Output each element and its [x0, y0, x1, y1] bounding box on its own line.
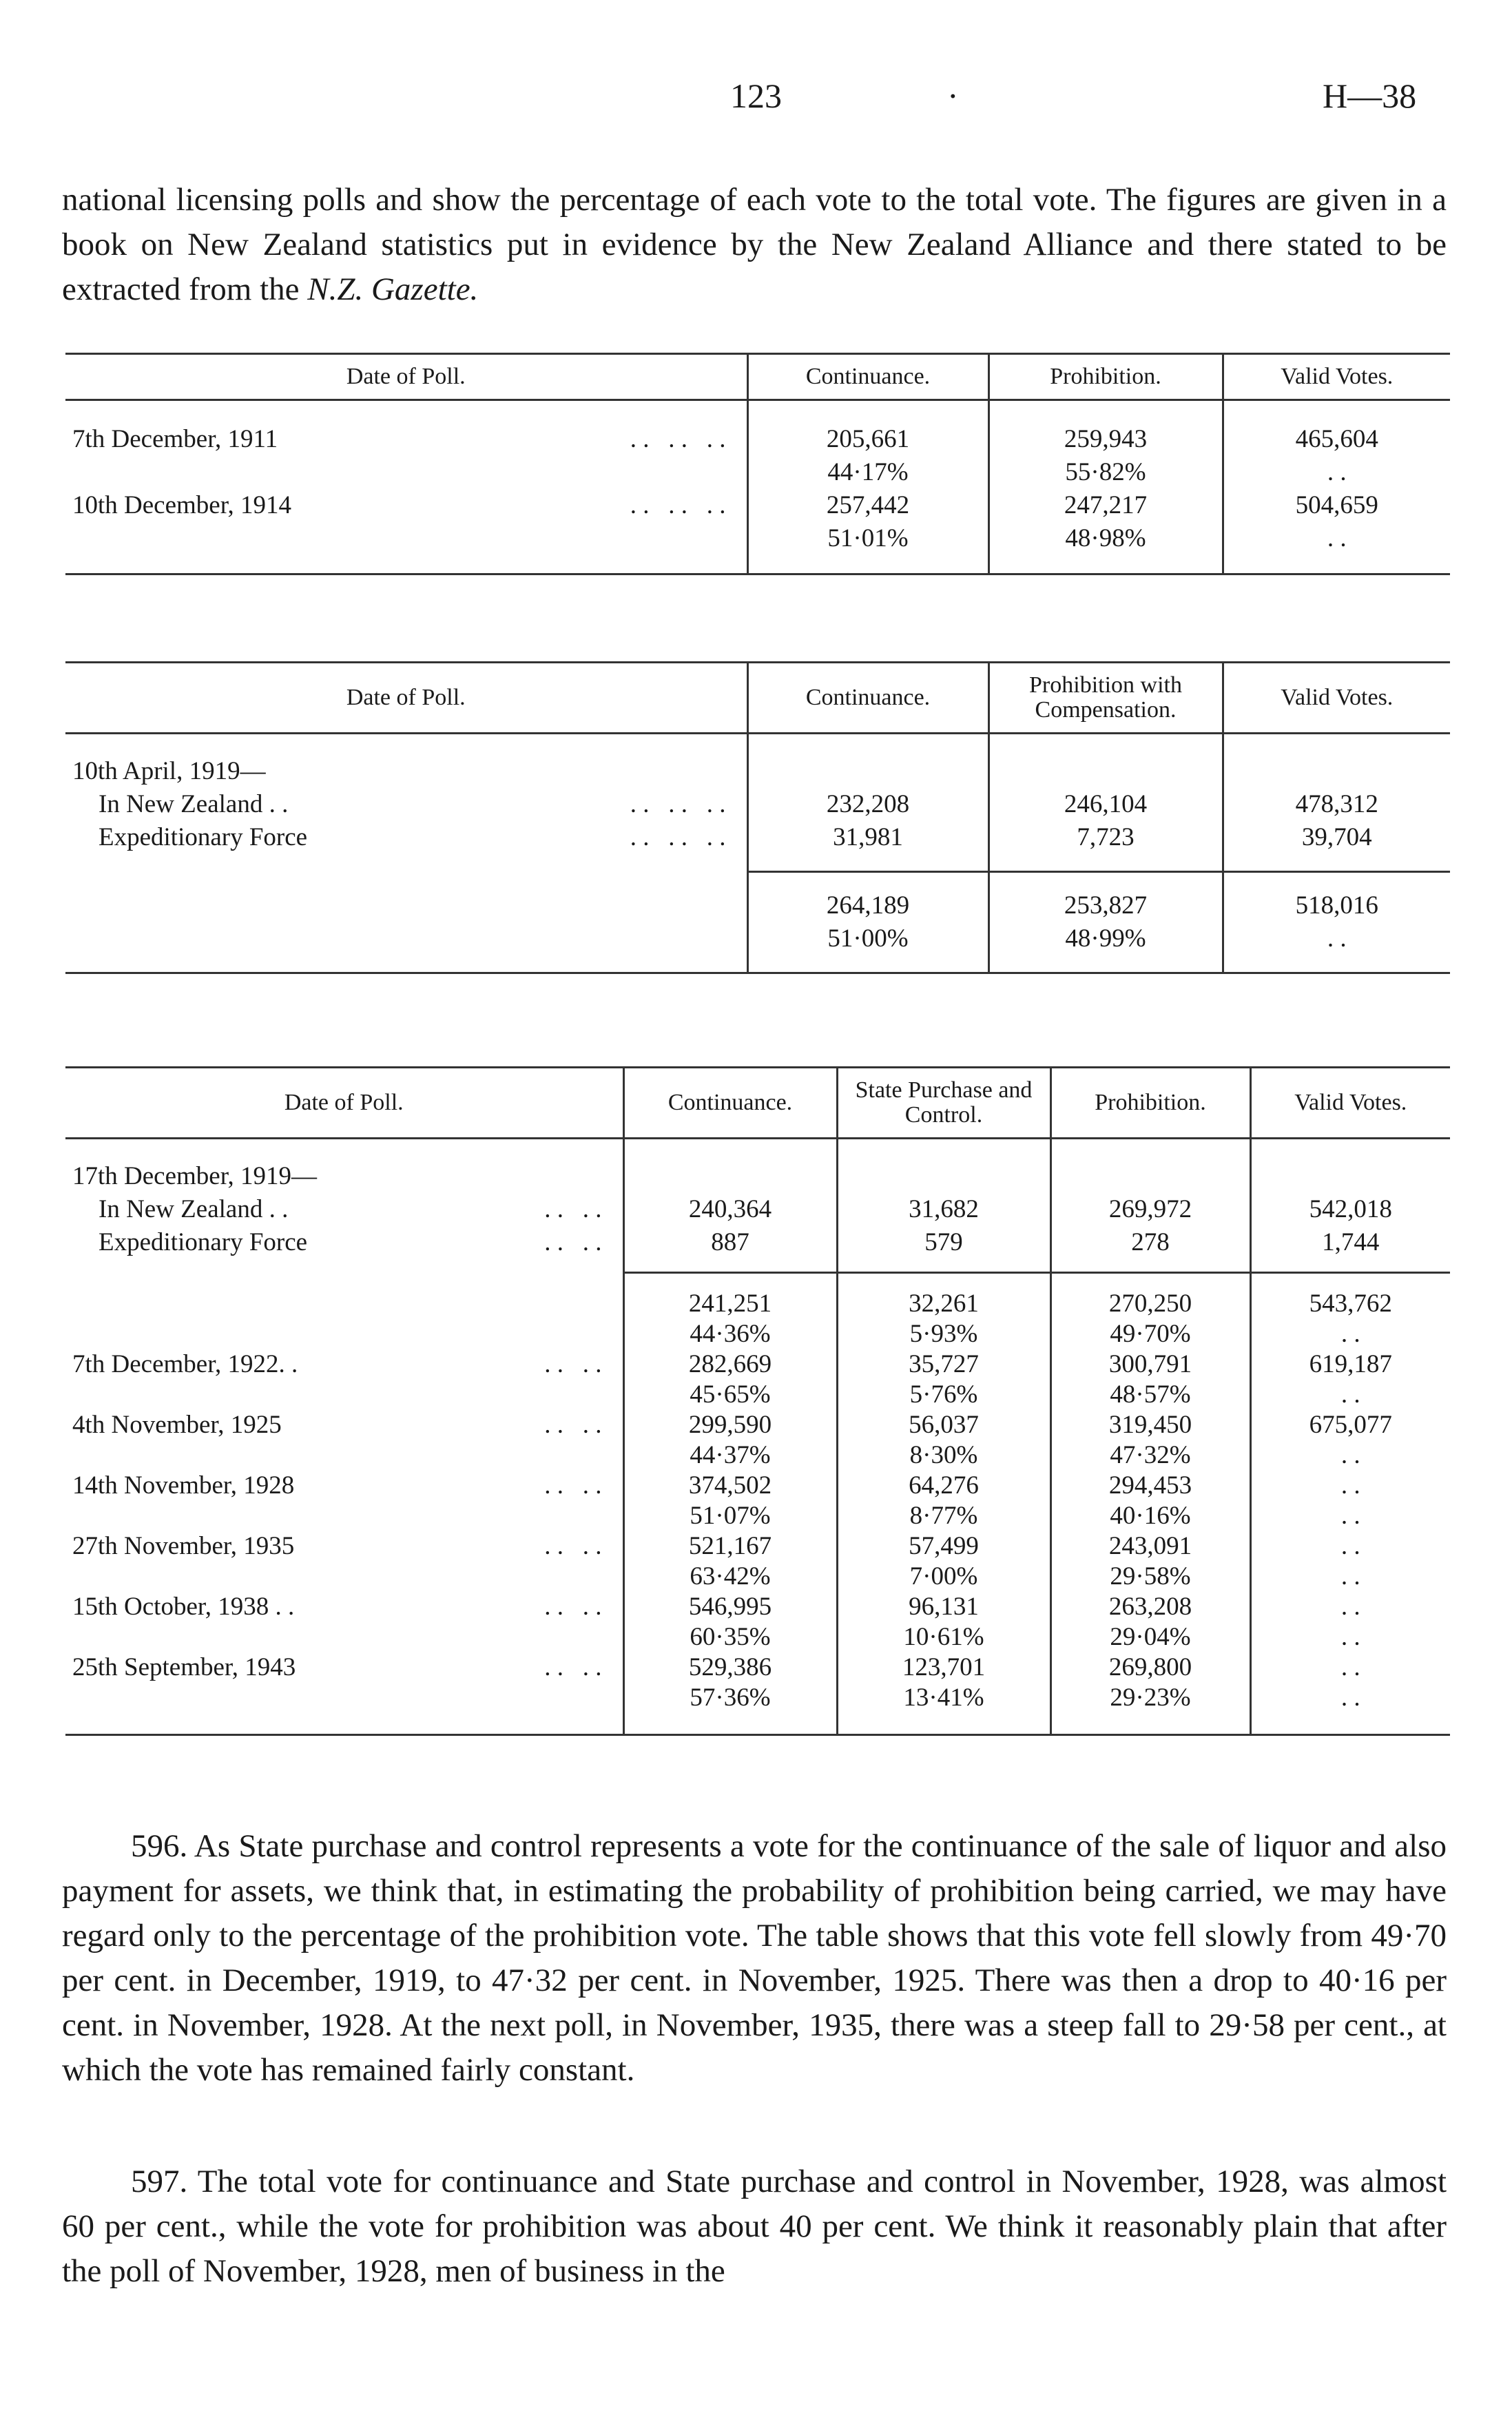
valid-votes-total: . .: [1223, 922, 1450, 973]
valid-votes-value: . .: [1223, 522, 1450, 574]
state-purchase-value: 96,131: [837, 1592, 1050, 1622]
prohibition-value: 294,453: [1050, 1471, 1250, 1501]
valid-votes-value: 39,704: [1223, 821, 1450, 872]
table-row: [65, 1273, 1450, 1320]
valid-votes-value: . .: [1250, 1531, 1450, 1562]
prohibition-value: 49·70%: [1050, 1319, 1250, 1349]
leader-dots: . . . . . .: [630, 823, 726, 851]
valid-votes-value: 543,762: [1250, 1273, 1450, 1320]
valid-votes-value: 504,659: [1223, 489, 1450, 522]
table-row: [65, 1349, 1450, 1380]
valid-votes-value: . .: [1250, 1501, 1450, 1531]
table-row: [65, 1193, 1450, 1226]
continuance-value: 63·42%: [623, 1562, 837, 1592]
date-cell: [65, 821, 747, 872]
poll-date: In New Zealand . .: [99, 790, 289, 818]
continuance-value: 282,669: [623, 1349, 837, 1380]
prohibition-value: 55·82%: [988, 456, 1223, 489]
date-cell: [65, 400, 747, 457]
prohibition-total: 253,827: [988, 872, 1223, 923]
prohibition-value: [1050, 1139, 1250, 1194]
valid-votes-value: 1,744: [1250, 1226, 1450, 1273]
state-purchase-value: 35,727: [837, 1349, 1050, 1380]
table-header-row: [65, 663, 1450, 734]
prohibition-value: 40·16%: [1050, 1501, 1250, 1531]
valid-votes-value: 478,312: [1223, 788, 1450, 821]
report-code: H—38: [1323, 76, 1417, 115]
intro-paragraph: [62, 178, 1447, 312]
col-header-valid-votes: Valid Votes.: [1250, 1068, 1450, 1139]
valid-votes-value: . .: [1250, 1380, 1450, 1410]
table-row: [65, 456, 1450, 489]
table-poll-1919-1943: [65, 1066, 1450, 1736]
table-row: [65, 1440, 1450, 1471]
leader-dots: . . . . . .: [630, 491, 726, 519]
table-row: [65, 1410, 1450, 1440]
prohibition-value: 29·58%: [1050, 1562, 1250, 1592]
col-header-date: Date of Poll.: [346, 685, 466, 710]
leader-dots: . . . .: [544, 1350, 602, 1378]
table-total-row: [65, 872, 1450, 923]
leader-dots: . . . .: [544, 1653, 602, 1681]
table-row: [65, 400, 1450, 457]
table-row: [65, 1139, 1450, 1194]
table-row: [65, 1622, 1450, 1652]
state-purchase-value: 5·76%: [837, 1380, 1050, 1410]
poll-date: 4th November, 1925: [72, 1411, 282, 1439]
prohibition-value: 269,972: [1050, 1193, 1250, 1226]
prohibition-value: 48·57%: [1050, 1380, 1250, 1410]
date-cell: [65, 1531, 623, 1562]
poll-date: 27th November, 1935: [72, 1532, 295, 1560]
date-cell: [65, 1319, 623, 1349]
poll-date: Expeditionary Force: [99, 1228, 308, 1256]
table-row: [65, 489, 1450, 522]
date-cell: [65, 788, 747, 821]
prohibition-value: 243,091: [1050, 1531, 1250, 1562]
prohibition-value: 48·98%: [988, 522, 1223, 574]
continuance-value: [747, 734, 988, 789]
continuance-value: 205,661: [747, 400, 988, 457]
date-cell: [65, 1193, 623, 1226]
col-header-prohibition: Prohibition.: [1050, 1068, 1250, 1139]
date-cell: [65, 1471, 623, 1501]
col-header-date: Date of Poll.: [346, 364, 466, 389]
state-purchase-value: 13·41%: [837, 1683, 1050, 1735]
continuance-value: 232,208: [747, 788, 988, 821]
table-row: [65, 1501, 1450, 1531]
continuance-value: 299,590: [623, 1410, 837, 1440]
leader-dots: . . . .: [544, 1593, 602, 1621]
state-purchase-value: 31,682: [837, 1193, 1050, 1226]
prohibition-value: 269,800: [1050, 1652, 1250, 1683]
table-row: [65, 1319, 1450, 1349]
continuance-value: [623, 1139, 837, 1194]
poll-date: 10th April, 1919—: [72, 757, 266, 785]
date-cell: [65, 1440, 623, 1471]
valid-votes-value: . .: [1250, 1440, 1450, 1471]
continuance-value: 887: [623, 1226, 837, 1273]
continuance-value: 44·17%: [747, 456, 988, 489]
date-cell: [65, 734, 747, 789]
table-row: [65, 1683, 1450, 1735]
state-purchase-value: 5·93%: [837, 1319, 1050, 1349]
table-row: [65, 1652, 1450, 1683]
prohibition-value: 300,791: [1050, 1349, 1250, 1380]
date-cell: [65, 456, 747, 489]
date-cell: [65, 1410, 623, 1440]
continuance-value: 546,995: [623, 1592, 837, 1622]
continuance-value: 31,981: [747, 821, 988, 872]
continuance-value: 45·65%: [623, 1380, 837, 1410]
prohibition-value: 263,208: [1050, 1592, 1250, 1622]
state-purchase-value: 64,276: [837, 1471, 1050, 1501]
prohibition-value: 270,250: [1050, 1273, 1250, 1320]
poll-date: 25th September, 1943: [72, 1653, 296, 1681]
poll-date: 7th December, 1922. .: [72, 1350, 298, 1378]
state-purchase-value: 7·00%: [837, 1562, 1050, 1592]
date-cell: [65, 1380, 623, 1410]
col-header-continuance: Continuance.: [747, 663, 988, 734]
prohibition-value: [988, 734, 1223, 789]
table-row: [65, 821, 1450, 872]
table-body: [65, 400, 1450, 574]
col-header-prohibition-compensation: Prohibition with Compensation.: [988, 663, 1223, 734]
prohibition-value: 29·04%: [1050, 1622, 1250, 1652]
state-purchase-value: 32,261: [837, 1273, 1050, 1320]
date-cell: [65, 1226, 623, 1273]
state-purchase-value: 10·61%: [837, 1622, 1050, 1652]
poll-date: 15th October, 1938 . .: [72, 1593, 295, 1621]
col-header-prohibition: Prohibition.: [988, 354, 1223, 400]
leader-dots: . . . .: [544, 1532, 602, 1560]
valid-votes-value: [1223, 734, 1450, 789]
prohibition-value: 7,723: [988, 821, 1223, 872]
state-purchase-value: 57,499: [837, 1531, 1050, 1562]
continuance-value: 521,167: [623, 1531, 837, 1562]
continuance-total: 51·00%: [747, 922, 988, 973]
empty-cell: [65, 922, 747, 973]
table-row: [65, 1380, 1450, 1410]
continuance-value: 57·36%: [623, 1683, 837, 1735]
header-dot: ·: [947, 76, 959, 115]
prohibition-value: 47·32%: [1050, 1440, 1250, 1471]
col-header-continuance: Continuance.: [747, 354, 988, 400]
poll-date: 14th November, 1928: [72, 1471, 295, 1500]
continuance-value: 60·35%: [623, 1622, 837, 1652]
valid-votes-value: . .: [1250, 1562, 1450, 1592]
state-purchase-value: [837, 1139, 1050, 1194]
valid-votes-value: . .: [1250, 1652, 1450, 1683]
table-row: [65, 1562, 1450, 1592]
prohibition-value: 319,450: [1050, 1410, 1250, 1440]
valid-votes-value: 542,018: [1250, 1193, 1450, 1226]
empty-cell: [65, 872, 747, 923]
poll-date: Expeditionary Force: [99, 823, 308, 851]
leader-dots: . . . .: [544, 1411, 602, 1439]
state-purchase-value: 8·30%: [837, 1440, 1050, 1471]
col-header-valid-votes: Valid Votes.: [1223, 354, 1450, 400]
prohibition-value: 278: [1050, 1226, 1250, 1273]
continuance-total: 264,189: [747, 872, 988, 923]
date-cell: [65, 1139, 623, 1194]
leader-dots: . . . . . .: [630, 790, 726, 818]
page-number: 123: [730, 76, 782, 115]
leader-dots: . . . . . .: [630, 425, 726, 453]
date-cell: [65, 1562, 623, 1592]
date-cell: [65, 1683, 623, 1735]
poll-date: 10th December, 1914: [72, 491, 292, 519]
col-header-state-purchase: State Purchase and Control.: [837, 1068, 1050, 1139]
state-purchase-value: 8·77%: [837, 1501, 1050, 1531]
leader-dots: . . . .: [544, 1195, 602, 1223]
table-body: [65, 1139, 1450, 1735]
table-header-row: [65, 1068, 1450, 1139]
table-poll-april-1919: [65, 661, 1450, 974]
valid-votes-value: . .: [1250, 1622, 1450, 1652]
paragraph-596: 596. As State purchase and control represents a vote for the continuance of the sale of liquor and also payment for assets, we think that, in estimating the probability of prohibition being carried, we may have regard only to the percentage of the prohibition vote. The table shows that this vote fell slowly from 49·70 per cent. in December, 1919, to 47·32 per cent. in November, 1925. There was then a drop to 40·16 per cent. in November, 1928. At the next poll, in November, 1935, there was a steep fall to 29·58 per cent., at which the vote has remained fairly constant.: [62, 1828, 1447, 2088]
table-row: [65, 788, 1450, 821]
continuance-value: 240,364: [623, 1193, 837, 1226]
valid-votes-value: . .: [1250, 1471, 1450, 1501]
continuance-value: 241,251: [623, 1273, 837, 1320]
poll-date: 7th December, 1911: [72, 425, 278, 453]
date-cell: [65, 522, 747, 574]
table-row: [65, 522, 1450, 574]
table-row: [65, 1471, 1450, 1501]
valid-votes-value: 675,077: [1250, 1410, 1450, 1440]
intro-text: national licensing polls and show the percentage of each vote to the total vote. The figures are given in a book on New Zealand statistics put in evidence by the New Zealand Alliance and there stated to be extracted from the: [62, 182, 1447, 307]
prohibition-value: 247,217: [988, 489, 1223, 522]
col-header-valid-votes: Valid Votes.: [1223, 663, 1450, 734]
intro-italic: N.Z. Gazette.: [307, 271, 479, 307]
date-cell: [65, 1592, 623, 1622]
valid-votes-value: . .: [1250, 1592, 1450, 1622]
leader-dots: . . . .: [544, 1228, 602, 1256]
continuance-value: 44·36%: [623, 1319, 837, 1349]
date-cell: [65, 489, 747, 522]
date-cell: [65, 1349, 623, 1380]
poll-date: In New Zealand . .: [99, 1195, 289, 1223]
leader-dots: . . . .: [544, 1471, 602, 1500]
date-cell: [65, 1622, 623, 1652]
prohibition-value: 29·23%: [1050, 1683, 1250, 1735]
table-body: [65, 734, 1450, 973]
state-purchase-value: 579: [837, 1226, 1050, 1273]
table-row: [65, 1592, 1450, 1622]
continuance-value: 51·07%: [623, 1501, 837, 1531]
table-row: [65, 1531, 1450, 1562]
poll-date: 17th December, 1919—: [72, 1162, 318, 1190]
date-cell: [65, 1652, 623, 1683]
paragraph-597: 597. The total vote for continuance and State purchase and control in November, 1928, was almost 60 per cent., while the vote for prohibition was about 40 per cent. We think it reasonably plain that after the poll of November, 1928, men of business in the: [62, 2164, 1447, 2289]
valid-votes-total: 518,016: [1223, 872, 1450, 923]
table-header-row: [65, 354, 1450, 400]
prohibition-value: 246,104: [988, 788, 1223, 821]
valid-votes-value: 619,187: [1250, 1349, 1450, 1380]
continuance-value: 374,502: [623, 1471, 837, 1501]
valid-votes-value: . .: [1250, 1683, 1450, 1735]
state-purchase-value: 123,701: [837, 1652, 1050, 1683]
table-row: [65, 1226, 1450, 1273]
continuance-value: 529,386: [623, 1652, 837, 1683]
table-total-row: [65, 922, 1450, 973]
state-purchase-value: 56,037: [837, 1410, 1050, 1440]
date-cell: [65, 1273, 623, 1320]
col-header-continuance: Continuance.: [623, 1068, 837, 1139]
valid-votes-value: . .: [1223, 456, 1450, 489]
valid-votes-value: [1250, 1139, 1450, 1194]
continuance-value: 51·01%: [747, 522, 988, 574]
continuance-value: 44·37%: [623, 1440, 837, 1471]
continuance-value: 257,442: [747, 489, 988, 522]
valid-votes-value: 465,604: [1223, 400, 1450, 457]
prohibition-value: 259,943: [988, 400, 1223, 457]
date-cell: [65, 1501, 623, 1531]
prohibition-total: 48·99%: [988, 922, 1223, 973]
col-header-date: Date of Poll.: [284, 1090, 404, 1115]
valid-votes-value: . .: [1250, 1319, 1450, 1349]
table-poll-1911-1914: [65, 353, 1450, 575]
table-row: [65, 734, 1450, 789]
